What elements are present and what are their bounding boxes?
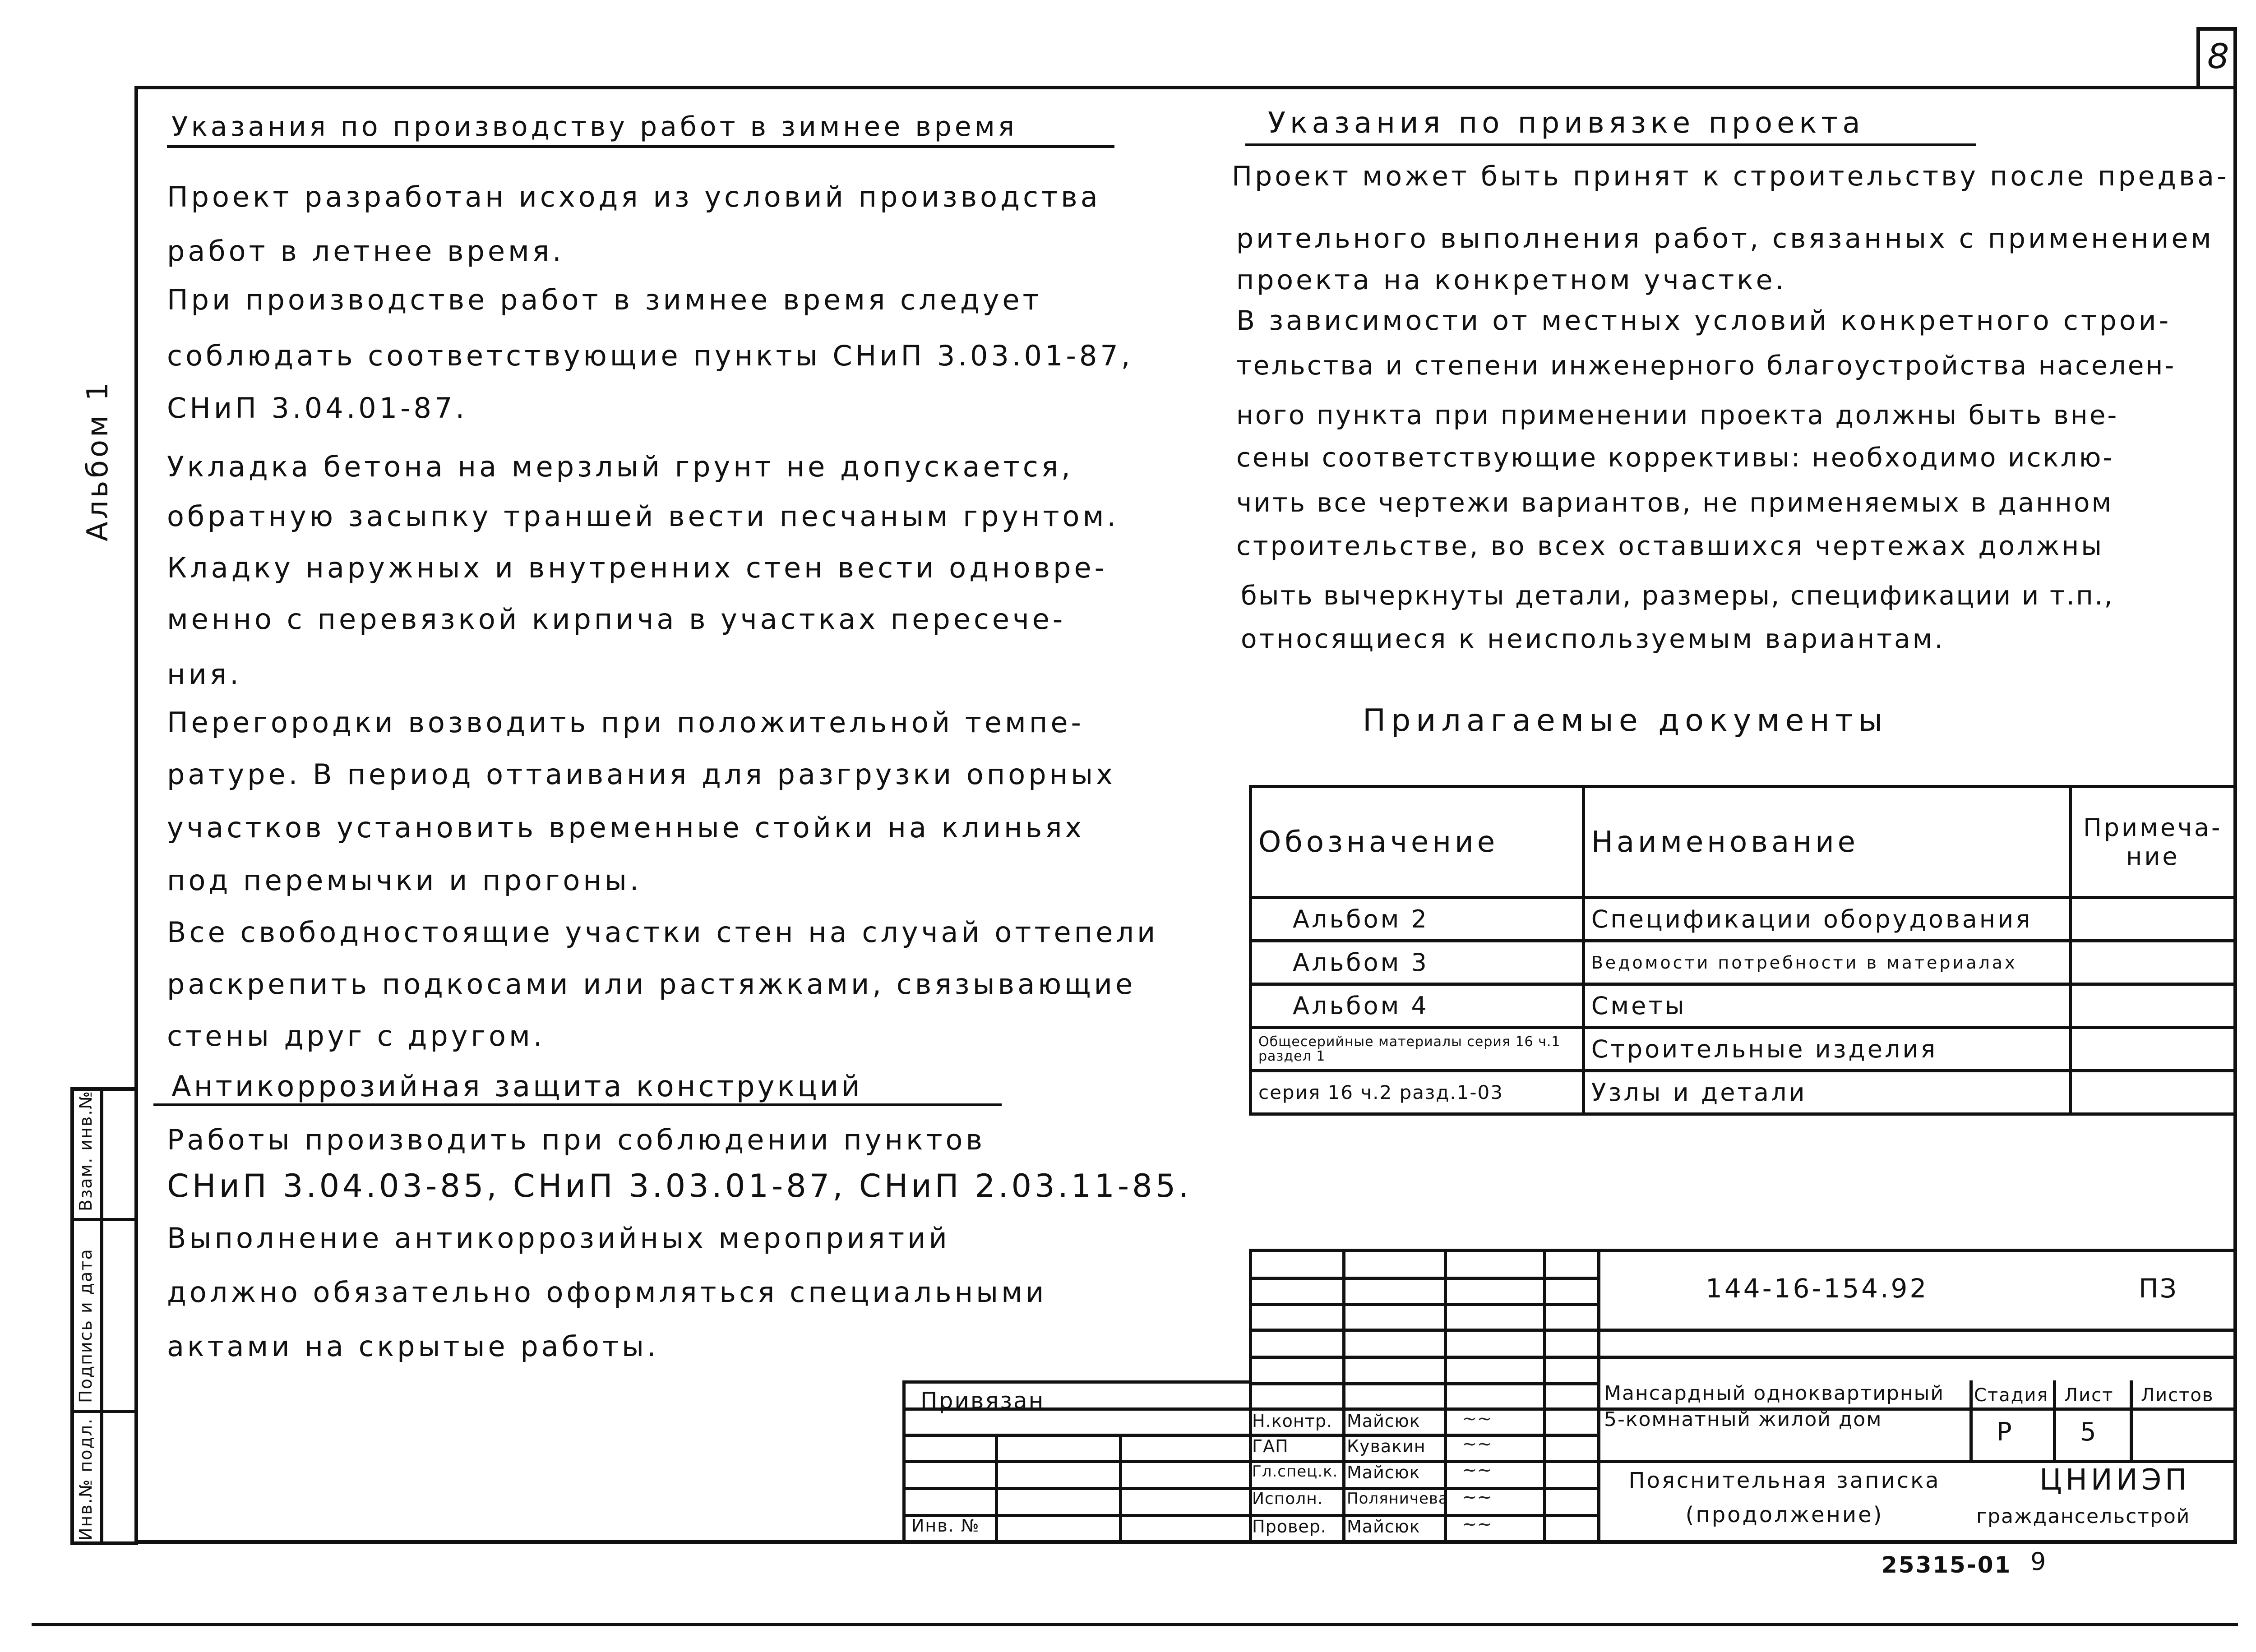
album-side-label: Альбом 1 (81, 379, 115, 541)
sheet-title: Пояснительная записка (продолжение) (1628, 1468, 1941, 1527)
side-stamp-replace: Взам. инв.№ (76, 1090, 96, 1211)
signer-role: Провер. (1252, 1517, 1327, 1537)
attached-docs-title: Прилагаемые документы (1363, 703, 1888, 738)
signer-role: Гл.спец.к. (1252, 1463, 1338, 1481)
winter-line: работ в летнее время. (167, 235, 564, 268)
signer-role: ГАП (1252, 1436, 1289, 1456)
binding-line: ного пункта при применении проекта должны быть вне- (1236, 400, 2119, 430)
archive-number: 25315-01 (1882, 1552, 2012, 1578)
winter-line: ратуре. В период оттаивания для разгрузки опорных (167, 758, 1116, 791)
anticorrosion-line: актами на скрытые работы. (167, 1330, 659, 1363)
binding-line: относящиеся к неиспользуемым вариантам. (1241, 623, 1945, 654)
stage-value: Р (1997, 1417, 2013, 1447)
binding-line: чить все чертежи вариантов, не применяемых в данном (1236, 487, 2113, 518)
winter-line: под перемычки и прогоны. (167, 864, 642, 897)
winter-line: стены друг с другом. (167, 1020, 546, 1052)
winter-line: обратную засыпку траншей вести песчаным грунтом. (167, 500, 1119, 533)
col-header-name: Наименование (1583, 787, 2070, 898)
signature-mark: ~~ (1462, 1408, 1493, 1429)
binding-line: проекта на конкретном участке. (1236, 264, 1787, 296)
sheet-header: Лист (2064, 1385, 2114, 1406)
anticorrosion-heading: Антикоррозийная защита конструкций (171, 1070, 863, 1103)
doc-code: 144-16-154.92 (1706, 1273, 1929, 1304)
binding-line: строительстве, во всех оставшихся чертежах должны (1236, 531, 2104, 561)
binding-line: сены соответствующие коррективы: необходимо исклю- (1236, 442, 2114, 473)
binding-line: Проект может быть принят к строительству после предва- (1232, 161, 2229, 192)
doc-type: ПЗ (2139, 1273, 2178, 1304)
side-stamp-divider (100, 1087, 103, 1545)
binding-line: тельства и степени инженерного благоустройства населен- (1236, 350, 2176, 381)
anticorrosion-line: должно обязательно оформляться специальными (167, 1276, 1047, 1309)
winter-line: Укладка бетона на мерзлый грунт не допускается, (167, 450, 1073, 483)
winter-line: соблюдать соответствующие пункты СНиП 3.03.01-87, (167, 339, 1133, 372)
footer-page-number: 9 (2030, 1547, 2048, 1576)
sheets-header: Листов (2141, 1385, 2214, 1406)
binding-line: В зависимости от местных условий конкретного строи- (1236, 305, 2172, 337)
winter-line: Все свободностоящие участки стен на случай оттепели (167, 916, 1159, 949)
table-row: Общесерийные материалы серия 16 ч.1 раздел 1 Строительные изделия (1251, 1028, 2236, 1071)
col-header-note: Примеча-ние (2070, 787, 2235, 898)
inv-label: Инв. № (911, 1516, 980, 1536)
side-stamp-inv: Инв.№ подл. (76, 1417, 96, 1541)
anticorrosion-line: Выполнение антикоррозийных мероприятий (167, 1222, 950, 1255)
signer-role: Н.контр. (1252, 1411, 1333, 1431)
binding-heading: Указания по привязке проекта (1268, 106, 1865, 140)
signature-mark: ~~ (1462, 1514, 1493, 1535)
table-row: серия 16 ч.2 разд.1-03 Узлы и детали (1251, 1071, 2236, 1114)
winter-line: При производстве работ в зимнее время следует (167, 283, 1042, 316)
signer-role: Исполн. (1252, 1490, 1323, 1508)
sheet-number: 8 (2207, 36, 2229, 76)
winter-works-heading: Указания по производству работ в зимнее время (171, 111, 1018, 143)
winter-line: участков установить временные стойки на клиньях (167, 811, 1085, 844)
binding-line: быть вычеркнуты детали, размеры, спецификации и т.п., (1241, 580, 2114, 611)
winter-line: Проект разработан исходя из условий производства (167, 180, 1101, 213)
anticorrosion-line: Работы производить при соблюдении пунктов (167, 1123, 986, 1156)
winter-line: ния. (167, 658, 242, 691)
anticorrosion-line: СНиП 3.04.03-85, СНиП 3.03.01-87, СНиП 2.03.11-85. (167, 1167, 1192, 1204)
signer-name: Майсюк (1347, 1517, 1420, 1537)
signer-name: Кувакин (1347, 1436, 1426, 1456)
signature-mark: ~~ (1462, 1434, 1493, 1454)
signer-name: Майсюк (1347, 1463, 1420, 1482)
signature-mark: ~~ (1462, 1487, 1493, 1508)
side-stamp-signature: Подпись и дата (76, 1248, 96, 1403)
winter-line: Кладку наружных и внутренних стен вести одновре- (167, 551, 1108, 584)
signer-name: Поляничева (1347, 1490, 1448, 1508)
org-name: ЦНИИЭП (2039, 1463, 2191, 1497)
project-title: Мансардный одноквартирный 5-комнатный жилой дом (1604, 1382, 1944, 1431)
stage-header: Стадия (1974, 1385, 2049, 1406)
signer-name: Майсюк (1347, 1411, 1420, 1431)
org-subname: граждансельстрой (1976, 1505, 2191, 1528)
table-row: Альбом 2 Спецификации оборудования (1251, 898, 2236, 941)
sheet-value: 5 (2080, 1417, 2098, 1447)
bound-label: Привязан (920, 1388, 1045, 1414)
col-header-code: Обозначение (1251, 787, 1584, 898)
bottom-border (32, 1623, 2238, 1626)
signature-mark: ~~ (1462, 1460, 1493, 1481)
table-row: Альбом 3 Ведомости потребности в материалах (1251, 941, 2236, 984)
winter-line: Перегородки возводить при положительной темпе- (167, 706, 1084, 739)
winter-line: менно с перевязкой кирпича в участках пересече- (167, 603, 1066, 636)
table-row: Альбом 4 Сметы (1251, 984, 2236, 1028)
winter-line: СНиП 3.04.01-87. (167, 392, 468, 425)
attached-docs-table (1249, 785, 2237, 1116)
binding-line: рительного выполнения работ, связанных с применением (1236, 223, 2214, 254)
winter-line: раскрепить подкосами или растяжками, связывающие (167, 968, 1136, 1001)
